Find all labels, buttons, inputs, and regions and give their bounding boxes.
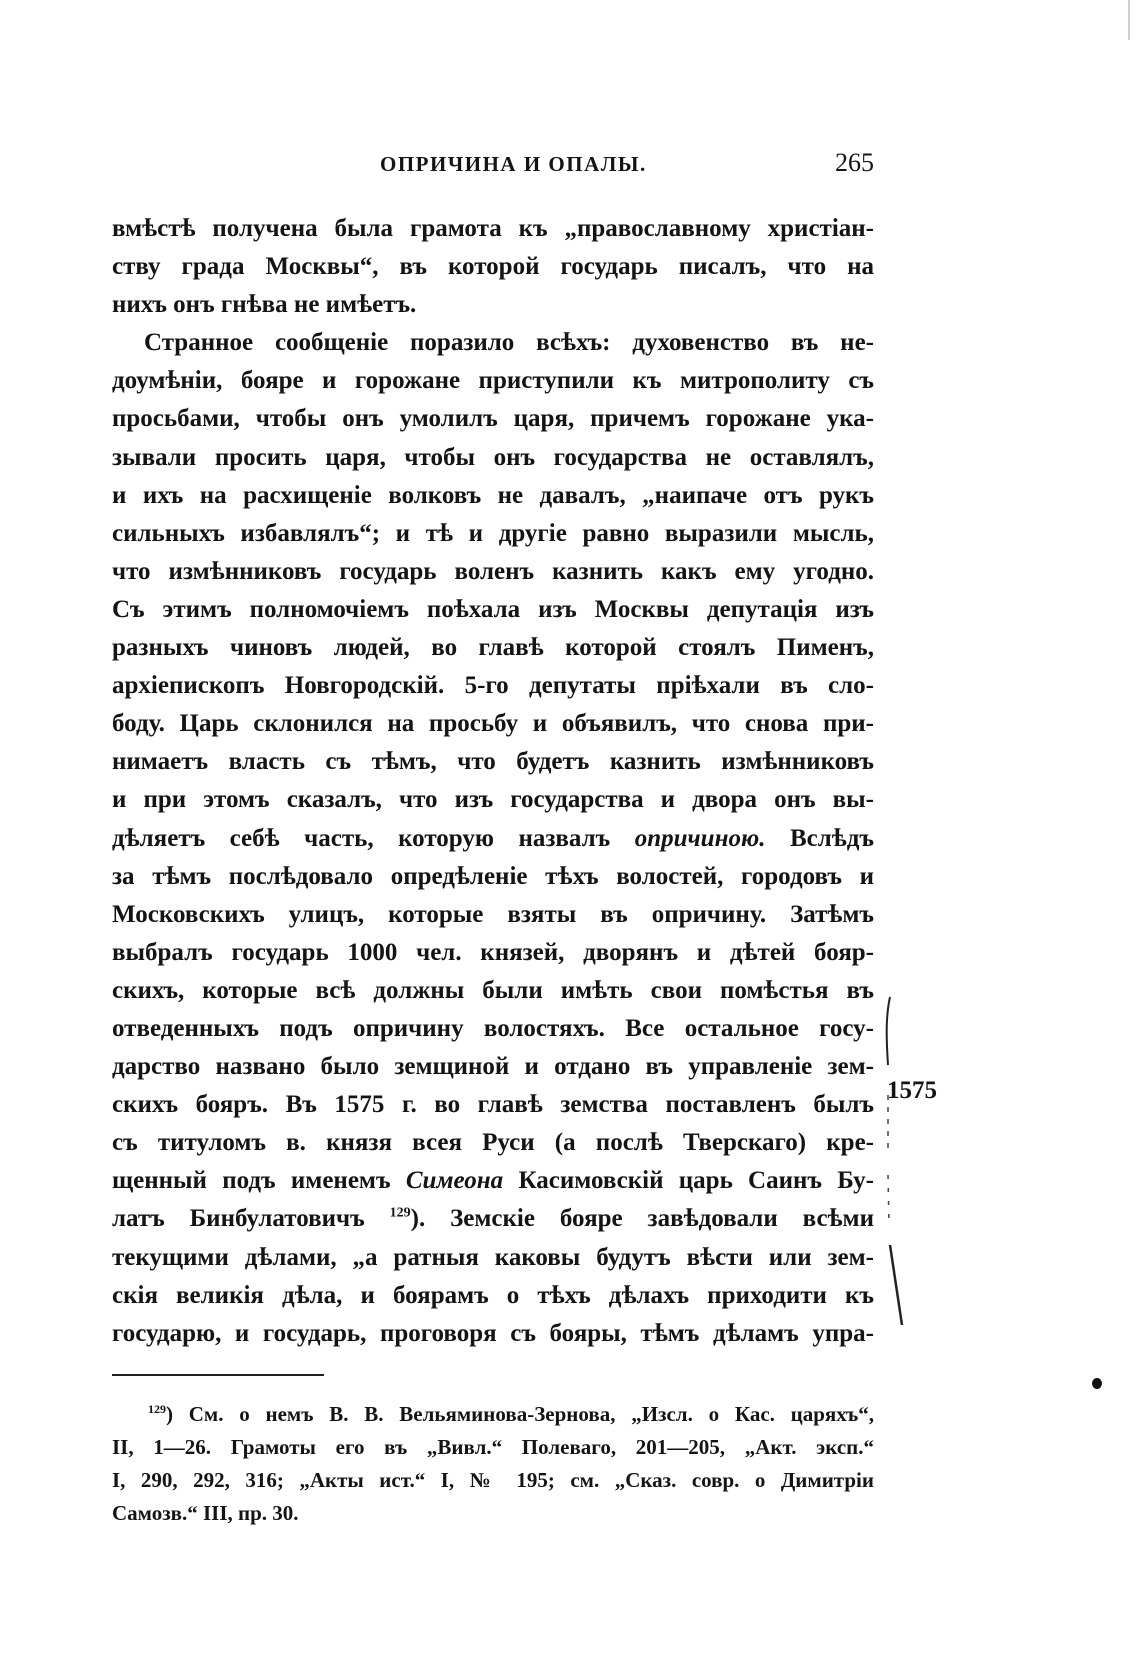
text-line: отведенныхъ подъ опричину волостяхъ. Все остальное госу-	[112, 1014, 874, 1042]
footnote-line	[112, 1398, 874, 1431]
text-line: и ихъ на расхищеніе волковъ не давалъ, „наипаче отъ рукъ	[112, 481, 874, 509]
text-line: государю, и государь, проговоря съ бояры, тѣмъ дѣламъ упра-	[112, 1319, 874, 1347]
text-line: скихъ, которые всѣ должны были имѣть свои помѣстья въ	[112, 976, 874, 1004]
footnote-rule	[112, 1374, 324, 1376]
emphasized-term: опричиною.	[634, 824, 766, 852]
text-line: боду. Царь склонился на просьбу и объявилъ, что снова при-	[112, 710, 874, 738]
text-line: Странное сообщеніе поразило всѣхъ: духовенство въ не-	[144, 329, 874, 357]
text-line: съ титуломъ в. князя всея Руси (а послѣ Тверскаго) кре-	[112, 1129, 874, 1157]
text-line: и при этомъ сказалъ, что изъ государства и двора онъ вы-	[112, 786, 874, 814]
scan-edge-mark	[1128, 0, 1130, 40]
text-line: зывали просить царя, чтобы онъ государства не оставлялъ,	[112, 443, 874, 471]
text-line: просьбами, чтобы онъ умолилъ царя, причемъ горожане ука-	[112, 405, 874, 433]
line-text: ). Земскіе бояре завѣдовали всѣми	[410, 1205, 874, 1233]
line-text: латъ Бинбулатовичъ	[112, 1205, 365, 1233]
text-line: вмѣстѣ получена была грамота къ „православному христіан-	[112, 215, 874, 242]
text-line: сильныхъ избавлялъ“; и тѣ и другіе равно выразили мысль,	[112, 519, 874, 547]
ink-dot-mark	[1092, 1378, 1102, 1389]
text-line: доумѣніи, бояре и горожане приступили къ митрополиту съ	[112, 367, 874, 395]
text-line: Московскихъ улицъ, которые взяты въ опричину. Затѣмъ	[112, 900, 874, 928]
margin-bracket	[884, 995, 914, 1335]
line-text: щенный подъ именемъ	[112, 1167, 391, 1195]
footnote-line: Самозв.“ III, пр. 30.	[112, 1501, 299, 1525]
footnote-text: ) См. о немъ В. В. Вельяминова-Зернова, „Изсл. о Кас. царяхъ“,	[166, 1402, 874, 1426]
body-text	[112, 210, 874, 1353]
page-header	[112, 148, 874, 188]
text-line: скія великія дѣла, и боярамъ о тѣхъ дѣлахъ приходити къ	[112, 1281, 874, 1309]
text-line: архіепископъ Новгородскій. 5-го депутаты пріѣхали въ сло-	[112, 672, 874, 700]
text-line: выбралъ государь 1000 чел. князей, дворянъ и дѣтей бояр-	[112, 938, 874, 966]
text-line: Съ этимъ полномочіемъ поѣхала изъ Москвы депутація изъ	[112, 595, 874, 623]
footnote-marker: 129	[148, 1402, 166, 1416]
text-line: дарство названо было земщиной и отдано въ управленіе зем-	[112, 1053, 874, 1081]
line-text: дѣляетъ себѣ часть, которую назвалъ	[112, 824, 611, 852]
text-line: за тѣмъ послѣдовало опредѣленіе тѣхъ волостей, городовъ и	[112, 862, 874, 890]
emphasized-name: Симеона	[405, 1167, 504, 1195]
text-line: разныхъ чиновъ людей, во главѣ которой стоялъ Пименъ,	[112, 634, 874, 662]
text-line	[112, 1200, 874, 1238]
text-line	[112, 1162, 874, 1200]
text-line: нихъ онъ гнѣва не имѣетъ.	[112, 291, 417, 319]
text-line: что измѣнниковъ государь воленъ казнить какъ ему угодно.	[112, 557, 874, 585]
text-line: скихъ бояръ. Въ 1575 г. во главѣ земства поставленъ былъ	[112, 1091, 874, 1119]
page-number: 265	[835, 148, 874, 177]
line-text: Касимовскій царь Саинъ Бу-	[518, 1167, 875, 1195]
running-title: ОПРИЧИНА И ОПАЛЫ.	[380, 152, 647, 176]
footnote-line: I, 290, 292, 316; „Акты ист.“ I, № 195; см. „Сказ. совр. о Димитріи	[112, 1468, 874, 1492]
footnote-reference: 129	[389, 1206, 411, 1222]
text-line: нимаетъ власть съ тѣмъ, что будетъ казнить измѣнниковъ	[112, 748, 874, 776]
line-text: Вслѣдъ	[789, 824, 874, 852]
text-line: ству града Москвы“, въ которой государь писалъ, что на	[112, 253, 874, 281]
footnote-line: II, 1—26. Грамоты его въ „Вивл.“ Полеваго, 201—205, „Акт. эксп.“	[112, 1435, 874, 1459]
text-line: текущими дѣлами, „а ратныя каковы будутъ вѣсти или зем-	[112, 1243, 874, 1271]
text-line	[112, 820, 874, 858]
footnotes	[112, 1398, 874, 1530]
margin-year-note: 1575	[887, 1077, 937, 1104]
